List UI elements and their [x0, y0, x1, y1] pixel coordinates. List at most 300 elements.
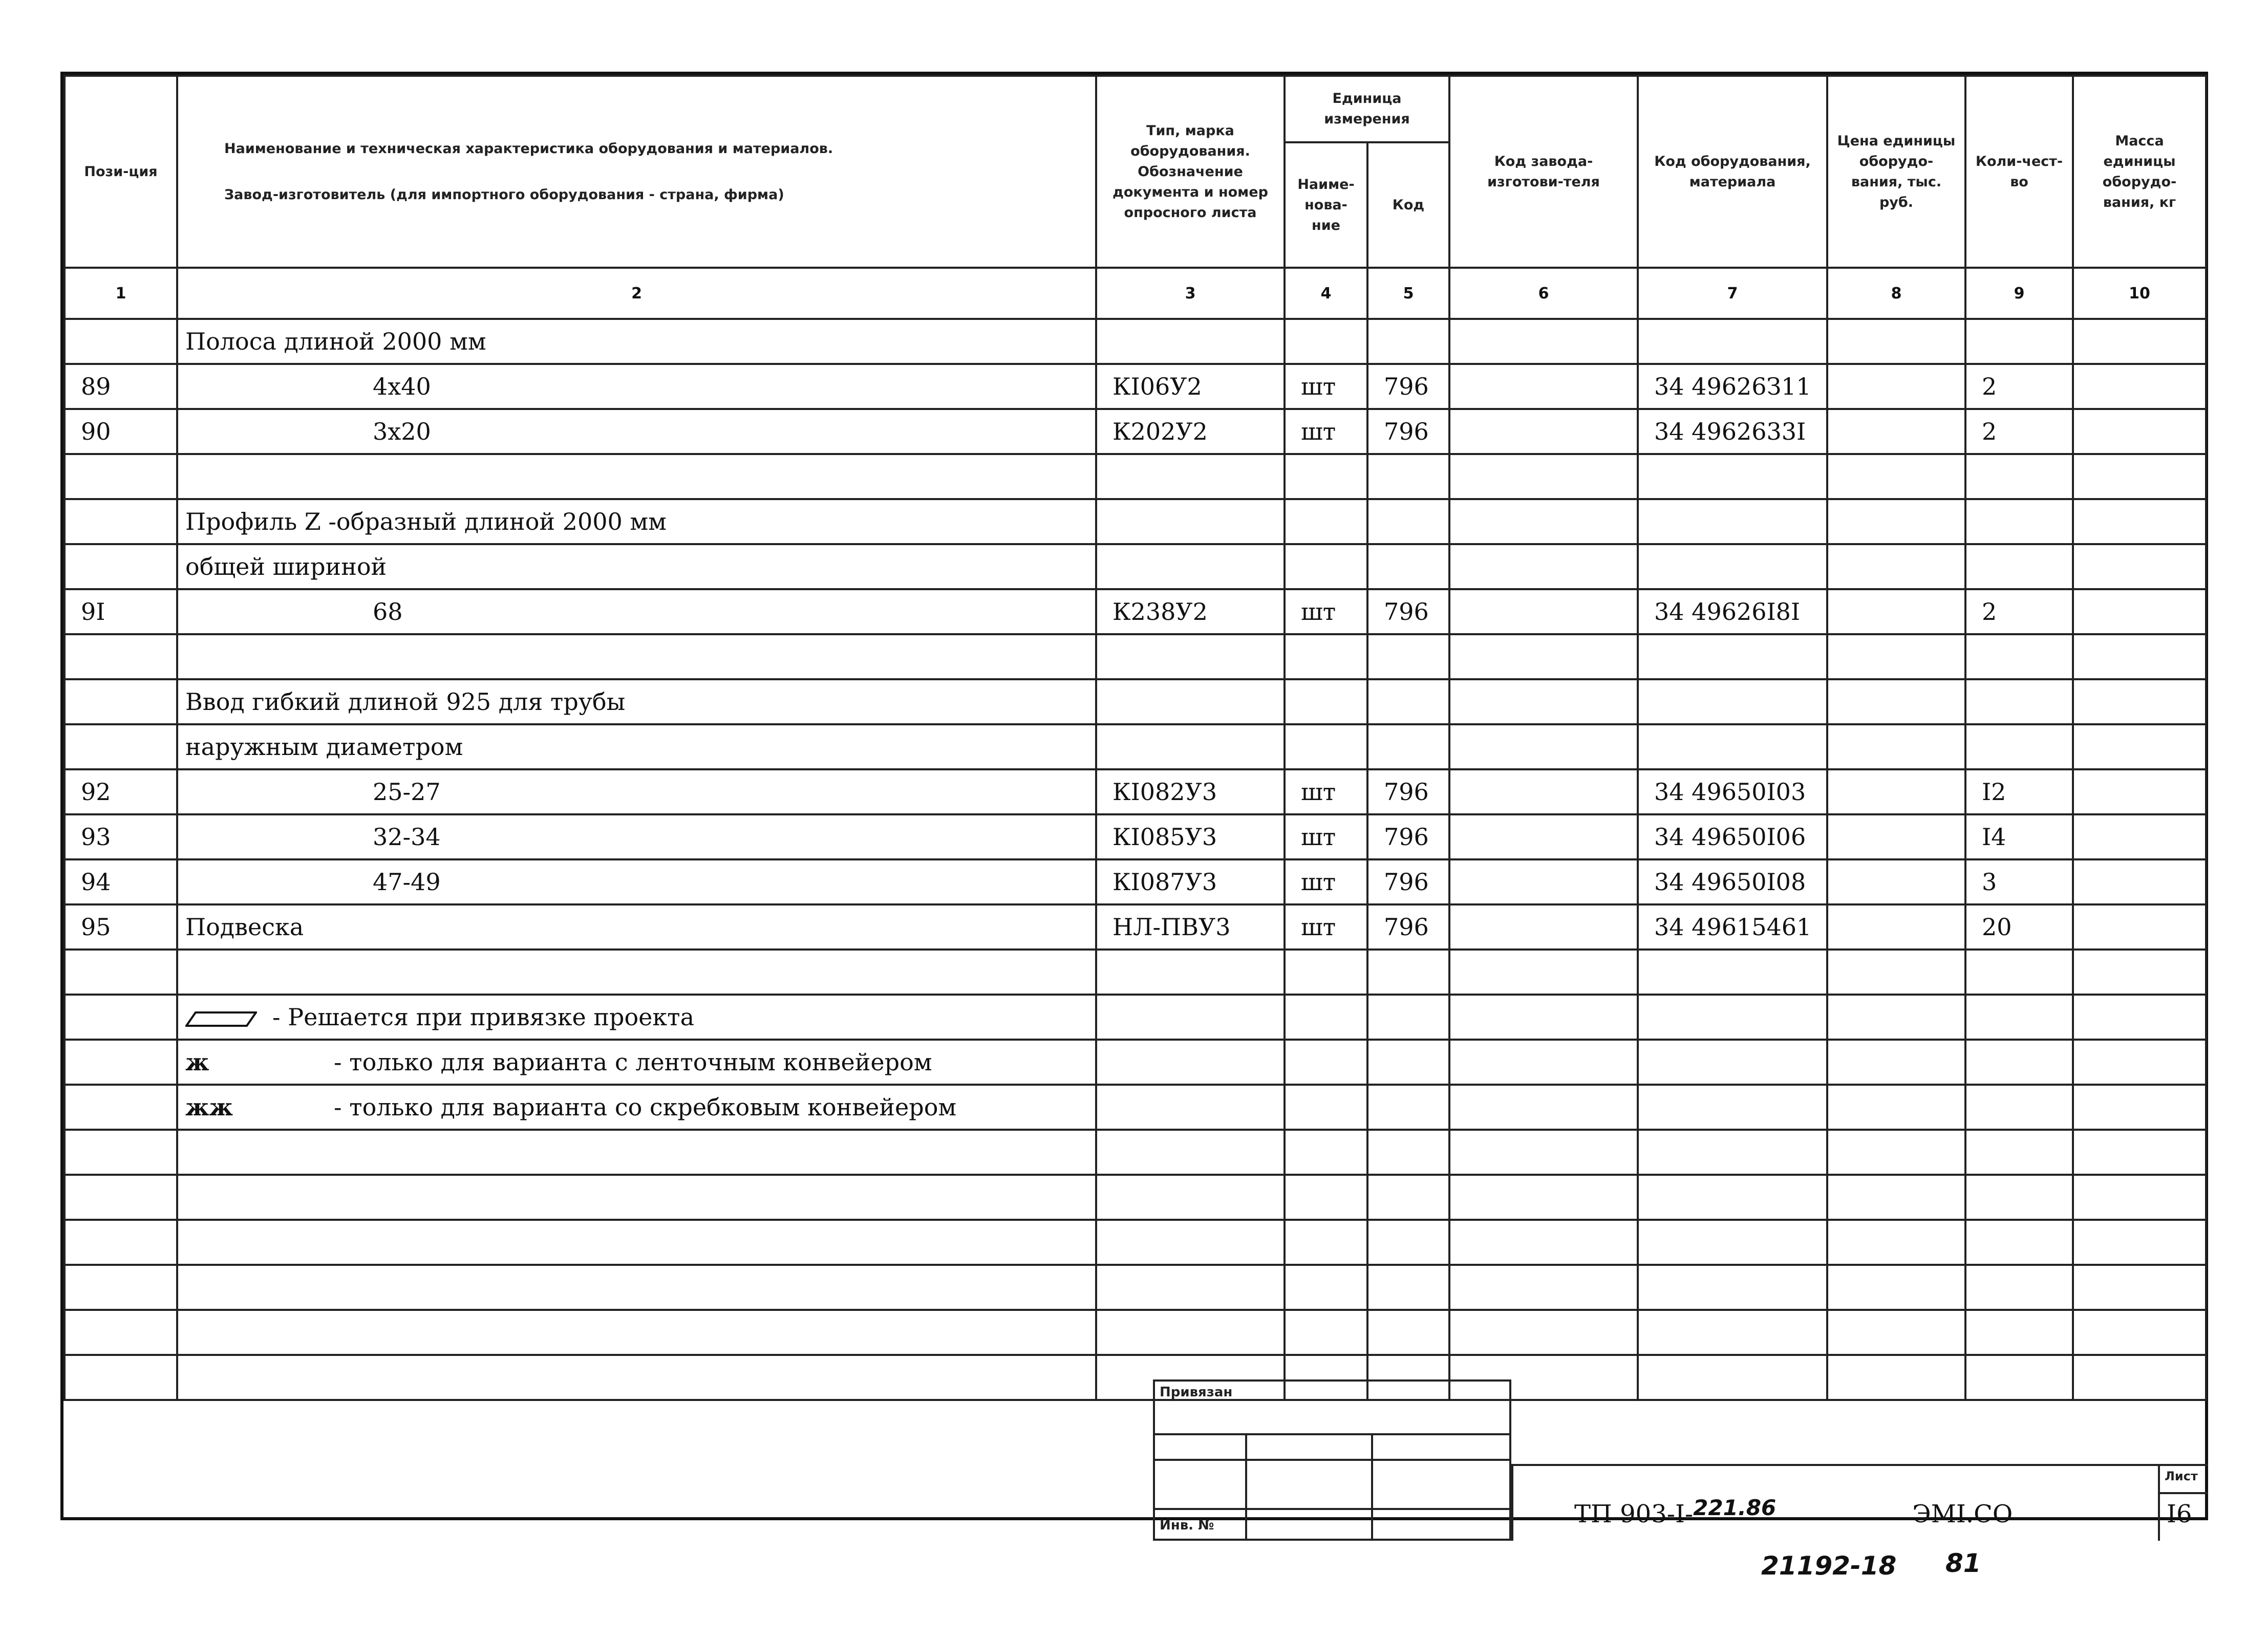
table-row-empty — [65, 1175, 2206, 1220]
equipment-code-cell: 34 49650I08 — [1638, 859, 1827, 904]
mass-cell — [2073, 364, 2206, 409]
position-cell: 93 — [65, 814, 177, 859]
table-row — [65, 499, 2206, 544]
type-cell: КI06У2 — [1096, 364, 1285, 409]
empty-cell — [1096, 950, 1285, 995]
empty-cell — [65, 1310, 177, 1355]
quantity-cell: 2 — [1965, 409, 2073, 454]
empty-cell — [1638, 995, 1827, 1040]
empty-cell — [1965, 1085, 2073, 1130]
position-cell: 94 — [65, 859, 177, 904]
empty-cell — [1285, 1130, 1367, 1175]
document-code-prefix: ТП 903-I- — [1574, 1500, 1694, 1528]
header-unit-name: Наиме-нова-ние — [1285, 142, 1367, 268]
empty-cell — [65, 1130, 177, 1175]
empty-cell — [1827, 1310, 1965, 1355]
empty-cell — [1449, 1040, 1638, 1085]
unit-name-cell: шт — [1285, 904, 1367, 950]
position-cell: 92 — [65, 769, 177, 814]
maker-code-cell — [1449, 634, 1638, 679]
mass-cell — [2073, 454, 2206, 499]
position-cell — [65, 544, 177, 589]
empty-cell — [1638, 950, 1827, 995]
sheet-label: Лист — [2165, 1469, 2198, 1483]
maker-code-cell — [1449, 454, 1638, 499]
name-cell: наружным диаметром — [177, 724, 1096, 769]
position-cell — [65, 499, 177, 544]
mass-cell — [2073, 814, 2206, 859]
unit-code-cell: 796 — [1367, 769, 1449, 814]
empty-cell — [1449, 1220, 1638, 1265]
empty-cell — [1367, 1040, 1449, 1085]
header-equipment-code: Код оборудования, материала — [1638, 76, 1827, 268]
quantity-cell: 2 — [1965, 364, 2073, 409]
unit-code-cell: 796 — [1367, 589, 1449, 634]
table-row-empty — [65, 1310, 2206, 1355]
empty-cell — [65, 1085, 177, 1130]
unit-name-cell — [1285, 544, 1367, 589]
empty-cell — [1827, 1040, 1965, 1085]
empty-cell — [1965, 1355, 2073, 1400]
type-cell — [1096, 454, 1285, 499]
maker-code-cell — [1449, 859, 1638, 904]
empty-cell — [1285, 995, 1367, 1040]
quantity-cell — [1965, 679, 2073, 724]
name-cell — [177, 634, 1096, 679]
empty-cell — [2073, 1085, 2206, 1130]
empty-cell — [1638, 1130, 1827, 1175]
column-number: 7 — [1638, 268, 1827, 319]
unit-code-cell: 796 — [1367, 364, 1449, 409]
table-row — [65, 454, 2206, 499]
note-cell — [177, 995, 1096, 1040]
equipment-code-cell — [1638, 454, 1827, 499]
name-cell: Полоса длиной 2000 мм — [177, 319, 1096, 364]
empty-cell — [1827, 950, 1965, 995]
empty-cell — [1449, 1265, 1638, 1310]
empty-cell — [1096, 1220, 1285, 1265]
price-cell — [1827, 814, 1965, 859]
table-header — [65, 76, 2206, 319]
type-cell — [1096, 319, 1285, 364]
empty-cell — [1449, 1310, 1638, 1355]
empty-cell — [1096, 1310, 1285, 1355]
price-cell — [1827, 589, 1965, 634]
note-cell — [177, 1085, 1096, 1130]
price-cell — [1827, 409, 1965, 454]
position-cell — [65, 724, 177, 769]
maker-code-cell — [1449, 679, 1638, 724]
equipment-code-cell: 34 49626З11 — [1638, 364, 1827, 409]
unit-name-cell: шт — [1285, 364, 1367, 409]
empty-cell — [2073, 1355, 2206, 1400]
name-cell: Ввод гибкий длиной 925 для трубы — [177, 679, 1096, 724]
unit-name-cell: шт — [1285, 814, 1367, 859]
maker-code-cell — [1449, 724, 1638, 769]
empty-cell — [1638, 1310, 1827, 1355]
equipment-code-cell — [1638, 319, 1827, 364]
table-row-empty — [65, 1355, 2206, 1400]
document-code-handwritten: 221.86 — [1693, 1495, 1777, 1520]
unit-code-cell: 796 — [1367, 814, 1449, 859]
equipment-code-cell: 34 4962633I — [1638, 409, 1827, 454]
equipment-code-cell: 34 49650I06 — [1638, 814, 1827, 859]
note-row — [65, 1085, 2206, 1130]
empty-cell — [2073, 1220, 2206, 1265]
column-number: 10 — [2073, 268, 2206, 319]
type-cell: К202У2 — [1096, 409, 1285, 454]
note-cell — [177, 1040, 1096, 1085]
maker-code-cell — [1449, 769, 1638, 814]
empty-cell — [177, 1355, 1096, 1400]
type-cell: НЛ-ПВУ3 — [1096, 904, 1285, 950]
type-cell — [1096, 634, 1285, 679]
quantity-cell — [1965, 634, 2073, 679]
empty-cell — [1827, 1085, 1965, 1130]
empty-cell — [1367, 1130, 1449, 1175]
empty-cell — [1285, 1040, 1367, 1085]
empty-cell — [1449, 1175, 1638, 1220]
archive-page: 81 — [1945, 1548, 1981, 1578]
table-row-empty — [65, 1220, 2206, 1265]
empty-cell — [1638, 1265, 1827, 1310]
column-number: 1 — [65, 268, 177, 319]
maker-code-cell — [1449, 499, 1638, 544]
unit-name-cell: шт — [1285, 409, 1367, 454]
empty-cell — [1096, 1175, 1285, 1220]
name-cell — [177, 454, 1096, 499]
table-row — [65, 679, 2206, 724]
note-text: - только для варианта со скребковым конвейером — [334, 1093, 957, 1121]
unit-name-cell — [1285, 634, 1367, 679]
empty-cell — [1096, 1265, 1285, 1310]
table-row — [65, 409, 2206, 454]
empty-cell — [65, 950, 177, 995]
mass-cell — [2073, 634, 2206, 679]
sheet-divider — [2158, 1492, 2208, 1494]
empty-cell — [1367, 1085, 1449, 1130]
type-cell — [1096, 499, 1285, 544]
table-row — [65, 589, 2206, 634]
note-text: - только для варианта с ленточным конвейером — [334, 1048, 932, 1076]
empty-cell — [1827, 995, 1965, 1040]
table-row — [65, 769, 2206, 814]
empty-cell — [1285, 1265, 1367, 1310]
empty-cell — [1827, 1265, 1965, 1310]
empty-cell — [1827, 1130, 1965, 1175]
quantity-cell: I2 — [1965, 769, 2073, 814]
equipment-code-cell — [1638, 724, 1827, 769]
price-cell — [1827, 859, 1965, 904]
empty-cell — [1827, 1355, 1965, 1400]
empty-cell — [1367, 950, 1449, 995]
unit-code-cell: 796 — [1367, 904, 1449, 950]
quantity-cell — [1965, 319, 2073, 364]
empty-cell — [1965, 1220, 2073, 1265]
unit-name-cell — [1285, 319, 1367, 364]
empty-cell — [1449, 1085, 1638, 1130]
unit-name-cell — [1285, 724, 1367, 769]
empty-cell — [177, 1265, 1096, 1310]
note-row — [65, 1040, 2206, 1085]
specification-table — [63, 75, 2207, 1401]
empty-cell — [1367, 1265, 1449, 1310]
empty-cell — [1096, 1040, 1285, 1085]
type-cell — [1096, 544, 1285, 589]
maker-code-cell — [1449, 814, 1638, 859]
unit-code-cell — [1367, 319, 1449, 364]
position-cell: 89 — [65, 364, 177, 409]
empty-cell — [65, 995, 177, 1040]
name-cell: Профиль Z -образный длиной 2000 мм — [177, 499, 1096, 544]
empty-cell — [1367, 1310, 1449, 1355]
unit-code-cell: 796 — [1367, 859, 1449, 904]
empty-cell — [2073, 1265, 2206, 1310]
maker-code-cell — [1449, 904, 1638, 950]
header-maker-code: Код завода-изготови-теля — [1449, 76, 1638, 268]
type-cell — [1096, 679, 1285, 724]
mass-cell — [2073, 724, 2206, 769]
unit-name-cell: шт — [1285, 769, 1367, 814]
empty-cell — [2073, 1130, 2206, 1175]
mass-cell — [2073, 904, 2206, 950]
type-cell: КI085У3 — [1096, 814, 1285, 859]
empty-cell — [1965, 1040, 2073, 1085]
equipment-code-cell: 34 49615461 — [1638, 904, 1827, 950]
empty-cell — [65, 1040, 177, 1085]
name-cell: 25-27 — [177, 769, 1096, 814]
note-mark: жж — [185, 1093, 233, 1121]
position-cell: 95 — [65, 904, 177, 950]
empty-cell — [177, 1175, 1096, 1220]
linked-stamp-col — [1373, 1433, 1511, 1541]
mass-cell — [2073, 769, 2206, 814]
empty-cell — [1367, 1220, 1449, 1265]
price-cell — [1827, 904, 1965, 950]
unit-name-cell — [1285, 679, 1367, 724]
quantity-cell — [1965, 454, 2073, 499]
empty-cell — [1965, 1175, 2073, 1220]
unit-code-cell — [1367, 454, 1449, 499]
quantity-cell: 2 — [1965, 589, 2073, 634]
column-number: 2 — [177, 268, 1096, 319]
equipment-code-cell: 34 49626I8I — [1638, 589, 1827, 634]
empty-cell — [1367, 1175, 1449, 1220]
mass-cell — [2073, 499, 2206, 544]
empty-cell — [1285, 1220, 1367, 1265]
maker-code-cell — [1449, 364, 1638, 409]
quantity-cell: 20 — [1965, 904, 2073, 950]
empty-cell — [1285, 1085, 1367, 1130]
header-name — [177, 76, 1096, 268]
table-row — [65, 904, 2206, 950]
empty-cell — [177, 1130, 1096, 1175]
maker-code-cell — [1449, 544, 1638, 589]
empty-cell — [1965, 1130, 2073, 1175]
table-row-empty — [65, 1130, 2206, 1175]
position-cell — [65, 679, 177, 724]
name-cell: общей шириной — [177, 544, 1096, 589]
maker-code-cell — [1449, 409, 1638, 454]
empty-cell — [1367, 995, 1449, 1040]
type-cell: К238У2 — [1096, 589, 1285, 634]
rhombus-symbol-icon — [185, 1011, 257, 1027]
empty-cell — [177, 950, 1096, 995]
column-number: 4 — [1285, 268, 1367, 319]
header-unit-code: Код — [1367, 142, 1449, 268]
header-name-line2: Завод-изготовитель (для импортного оборудования - страна, фирма) — [224, 186, 784, 203]
quantity-cell: I4 — [1965, 814, 2073, 859]
mass-cell — [2073, 589, 2206, 634]
price-cell — [1827, 769, 1965, 814]
name-cell: 3x20 — [177, 409, 1096, 454]
price-cell — [1827, 454, 1965, 499]
price-cell — [1827, 319, 1965, 364]
name-cell: Подвеска — [177, 904, 1096, 950]
column-number-row — [65, 268, 2206, 319]
empty-cell — [2073, 950, 2206, 995]
column-number: 5 — [1367, 268, 1449, 319]
unit-code-cell: 796 — [1367, 409, 1449, 454]
mass-cell — [2073, 679, 2206, 724]
unit-code-cell — [1367, 499, 1449, 544]
table-row-empty — [65, 1265, 2206, 1310]
header-type: Тип, марка оборудования. Обозначение документа и номер опросного листа — [1096, 76, 1285, 268]
table-row — [65, 544, 2206, 589]
column-number: 3 — [1096, 268, 1285, 319]
empty-cell — [1965, 950, 2073, 995]
position-cell: 90 — [65, 409, 177, 454]
equipment-code-cell — [1638, 634, 1827, 679]
header-position: Пози-ция — [65, 76, 177, 268]
equipment-code-cell — [1638, 499, 1827, 544]
empty-cell — [1827, 1220, 1965, 1265]
empty-cell — [65, 1175, 177, 1220]
equipment-code-cell — [1638, 544, 1827, 589]
empty-cell — [1096, 1130, 1285, 1175]
table-row — [65, 724, 2206, 769]
unit-name-cell — [1285, 499, 1367, 544]
unit-code-cell — [1367, 634, 1449, 679]
table-row — [65, 859, 2206, 904]
empty-cell — [2073, 1175, 2206, 1220]
unit-code-cell — [1367, 544, 1449, 589]
empty-cell — [1827, 1175, 1965, 1220]
unit-name-cell: шт — [1285, 589, 1367, 634]
type-cell: КI082У3 — [1096, 769, 1285, 814]
column-number: 9 — [1965, 268, 2073, 319]
price-cell — [1827, 724, 1965, 769]
unit-name-cell: шт — [1285, 859, 1367, 904]
table-row — [65, 319, 2206, 364]
price-cell — [1827, 679, 1965, 724]
position-cell — [65, 454, 177, 499]
position-cell — [65, 634, 177, 679]
empty-cell — [1638, 1085, 1827, 1130]
note-mark: ж — [185, 1048, 209, 1076]
position-cell — [65, 319, 177, 364]
linked-stamp-cols — [1245, 1433, 1373, 1541]
empty-cell — [1449, 995, 1638, 1040]
quantity-cell — [1965, 499, 2073, 544]
empty-cell — [1638, 1355, 1827, 1400]
price-cell — [1827, 499, 1965, 544]
document-code — [1574, 1495, 1777, 1528]
name-cell: 32-34 — [177, 814, 1096, 859]
header-name-line1: Наименование и техническая характеристика оборудования и материалов. — [224, 140, 833, 157]
empty-cell — [1638, 1175, 1827, 1220]
mass-cell — [2073, 859, 2206, 904]
table-row — [65, 814, 2206, 859]
maker-code-cell — [1449, 589, 1638, 634]
empty-cell — [65, 1265, 177, 1310]
mass-cell — [2073, 319, 2206, 364]
empty-cell — [177, 1220, 1096, 1265]
table-row — [65, 364, 2206, 409]
sheet-number: I6 — [2167, 1500, 2192, 1528]
empty-cell — [1285, 950, 1367, 995]
empty-cell — [1449, 950, 1638, 995]
quantity-cell — [1965, 544, 2073, 589]
empty-cell — [177, 1310, 1096, 1355]
price-cell — [1827, 634, 1965, 679]
empty-cell — [65, 1355, 177, 1400]
inventory-label: Инв. № — [1160, 1518, 1214, 1533]
empty-cell — [1638, 1220, 1827, 1265]
type-cell: КI087У3 — [1096, 859, 1285, 904]
column-number: 8 — [1827, 268, 1965, 319]
price-cell — [1827, 364, 1965, 409]
name-cell: 4x40 — [177, 364, 1096, 409]
linked-label: Привязан — [1160, 1385, 1233, 1400]
note-text: - Решается при привязке проекта — [272, 1003, 695, 1031]
empty-cell — [1096, 995, 1285, 1040]
position-cell: 9I — [65, 589, 177, 634]
mass-cell — [2073, 544, 2206, 589]
equipment-code-cell — [1638, 679, 1827, 724]
name-cell: 47-49 — [177, 859, 1096, 904]
unit-name-cell — [1285, 454, 1367, 499]
quantity-cell — [1965, 724, 2073, 769]
empty-cell — [1285, 1175, 1367, 1220]
header-price: Цена единицы оборудо-вания, тыс. руб. — [1827, 76, 1965, 268]
header-mass: Масса единицы оборудо-вания, кг — [2073, 76, 2206, 268]
unit-code-cell — [1367, 724, 1449, 769]
price-cell — [1827, 544, 1965, 589]
empty-cell — [1096, 1085, 1285, 1130]
table-body — [65, 319, 2206, 1400]
equipment-code-cell: 34 49650I03 — [1638, 769, 1827, 814]
unit-code-cell — [1367, 679, 1449, 724]
note-row — [65, 995, 2206, 1040]
mass-cell — [2073, 409, 2206, 454]
empty-cell — [1965, 1265, 2073, 1310]
empty-cell — [1285, 1310, 1367, 1355]
section-code: ЭМI.СО — [1912, 1500, 2013, 1528]
type-cell — [1096, 724, 1285, 769]
empty-cell — [2073, 995, 2206, 1040]
empty-cell — [1965, 995, 2073, 1040]
header-quantity: Коли-чест-во — [1965, 76, 2073, 268]
empty-cell — [2073, 1310, 2206, 1355]
name-cell: 68 — [177, 589, 1096, 634]
header-unit-group: Единица измерения — [1285, 76, 1449, 142]
maker-code-cell — [1449, 319, 1638, 364]
empty-cell — [1449, 1130, 1638, 1175]
quantity-cell: 3 — [1965, 859, 2073, 904]
column-number: 6 — [1449, 268, 1638, 319]
table-row-empty — [65, 950, 2206, 995]
